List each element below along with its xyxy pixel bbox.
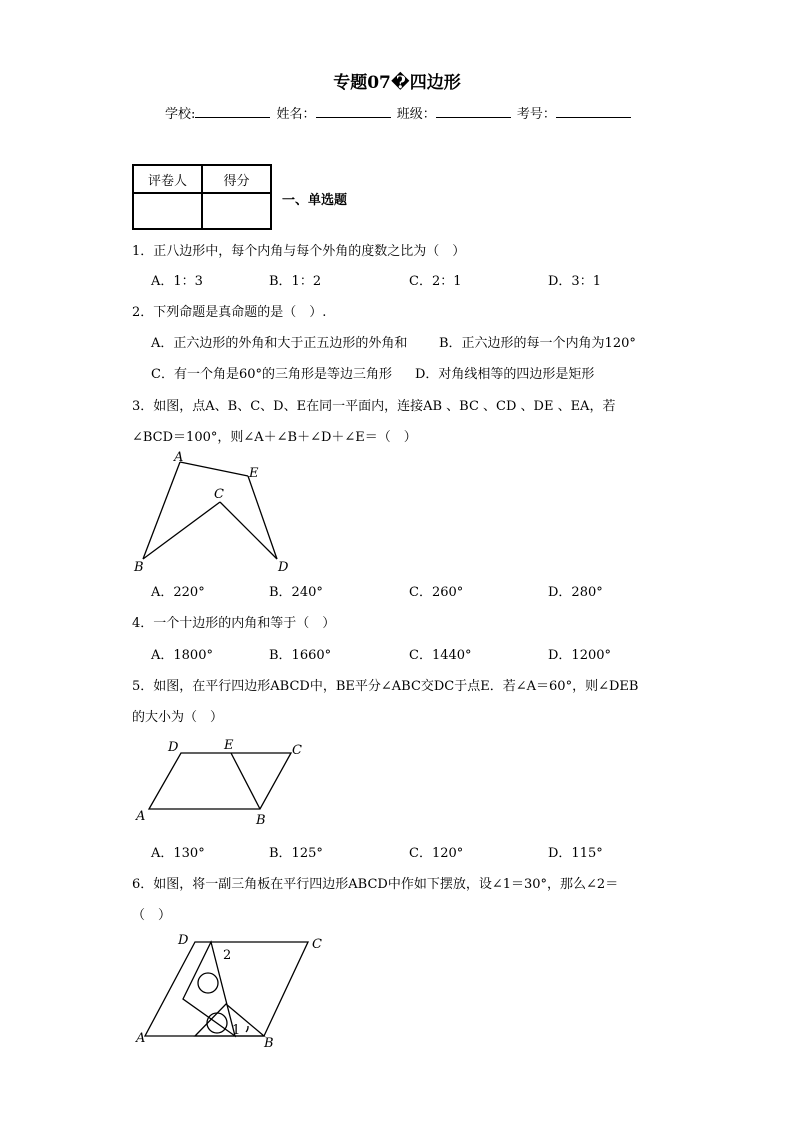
q4-option-b[interactable]: B．1660° (269, 648, 332, 663)
fig3-segment-dc (220, 502, 277, 559)
fig5-label-e: E (224, 738, 234, 753)
fig5-parallelogram (149, 753, 291, 809)
question-3-figure (120, 440, 320, 580)
fig5-label-a: A (136, 809, 146, 824)
fig6-label-c: C (312, 937, 322, 952)
fig3-segment-ae (180, 462, 248, 476)
fig6-angle-1-arc (246, 1026, 248, 1032)
fig6-label-angle-1: 1 (232, 1023, 241, 1038)
q5-option-b[interactable]: B．125° (269, 846, 323, 861)
question-6-stem-line2: （ ） (132, 908, 172, 923)
fig6-triangle-ruler-2 (195, 1004, 264, 1036)
class-blank[interactable] (436, 105, 511, 118)
question-3-stem-line2: ∠BCD＝100°，则∠A＋∠B＋∠D＋∠E＝（ ） (132, 430, 417, 445)
q3-option-c[interactable]: C．260° (409, 585, 464, 600)
q3-option-b[interactable]: B．240° (269, 585, 323, 600)
score-table (132, 164, 272, 230)
question-5-figure (130, 735, 320, 830)
question-4-stem: 4．一个十边形的内角和等于（ ） (132, 616, 336, 631)
question-1-stem: 1．正八边形中，每个内角与每个外角的度数之比为（ ） (132, 244, 466, 259)
fig6-label-b: B (264, 1036, 274, 1051)
question-6-stem-line1: 6．如图，将一副三角板在平行四边形ABCD中作如下摆放，设∠1＝30°，那么∠2＝ (132, 877, 619, 892)
student-info-line (165, 103, 633, 122)
school-label: 学校: (165, 107, 196, 122)
exam-no-blank[interactable] (556, 105, 631, 118)
q4-option-a[interactable]: A．1800° (151, 648, 213, 663)
q4-option-d[interactable]: D．1200° (548, 648, 612, 663)
q3-option-a[interactable]: A．220° (151, 585, 205, 600)
q2-option-d[interactable]: D．对角线相等的四边形是矩形 (415, 367, 595, 382)
fig6-label-d: D (178, 933, 189, 948)
score-cell[interactable] (202, 193, 271, 229)
question-5-stem-line1: 5．如图，在平行四边形ABCD中，BE平分∠ABC交DC于点E．若∠A＝60°，则∠DEB (132, 679, 639, 694)
fig3-segment-ab (143, 462, 180, 559)
fig3-label-a: A (174, 450, 184, 465)
exam-no-label: 考号： (516, 107, 556, 122)
grader-cell[interactable] (133, 193, 202, 229)
score-header: 得分 (202, 165, 271, 193)
section-title: 一、单选题 (282, 193, 348, 208)
q2-option-c[interactable]: C．有一个角是60°的三角形是等边三角形 (151, 367, 392, 382)
q2-option-b[interactable]: B．正六边形的每一个内角为120° (439, 336, 636, 351)
q1-option-c[interactable]: C．2：1 (409, 274, 462, 289)
question-2-stem: 2．下列命题是真命题的是（ ）. (132, 305, 327, 320)
question-5-stem-line2: 的大小为（ ） (132, 710, 224, 725)
fig5-label-c: C (292, 743, 302, 758)
fig6-ruler-hole-1 (198, 973, 218, 993)
q1-option-a[interactable]: A．1：3 (151, 274, 203, 289)
fig3-segment-ed (248, 476, 277, 559)
fig3-label-d: D (278, 560, 289, 575)
q5-option-c[interactable]: C．120° (409, 846, 464, 861)
fig3-label-c: C (214, 487, 224, 502)
fig6-label-angle-2: 2 (223, 948, 232, 963)
school-blank[interactable] (195, 105, 270, 118)
q5-option-d[interactable]: D．115° (548, 846, 603, 861)
q1-option-b[interactable]: B．1：2 (269, 274, 322, 289)
q1-option-d[interactable]: D．3：1 (548, 274, 601, 289)
fig5-label-b: B (256, 813, 266, 828)
page-title: 专题07�四边形 (333, 73, 461, 93)
name-label: 姓名： (276, 107, 316, 122)
question-3-stem-line1: 3．如图，点A、B、C、D、E在同一平面内，连接AB 、BC 、CD 、DE 、EA，若 (132, 399, 616, 414)
class-label: 班级： (396, 107, 436, 122)
name-blank[interactable] (316, 105, 391, 118)
question-6-figure (128, 928, 338, 1053)
fig3-label-b: B (134, 560, 144, 575)
fig3-label-e: E (249, 466, 259, 481)
q2-option-a[interactable]: A．正六边形的外角和大于正五边形的外角和 (151, 336, 408, 351)
grader-header: 评卷人 (133, 165, 202, 193)
q4-option-c[interactable]: C．1440° (409, 648, 472, 663)
q5-option-a[interactable]: A．130° (151, 846, 205, 861)
fig5-label-d: D (168, 740, 179, 755)
q3-option-d[interactable]: D．280° (548, 585, 603, 600)
fig5-segment-be (231, 753, 260, 809)
fig6-label-a: A (136, 1031, 146, 1046)
